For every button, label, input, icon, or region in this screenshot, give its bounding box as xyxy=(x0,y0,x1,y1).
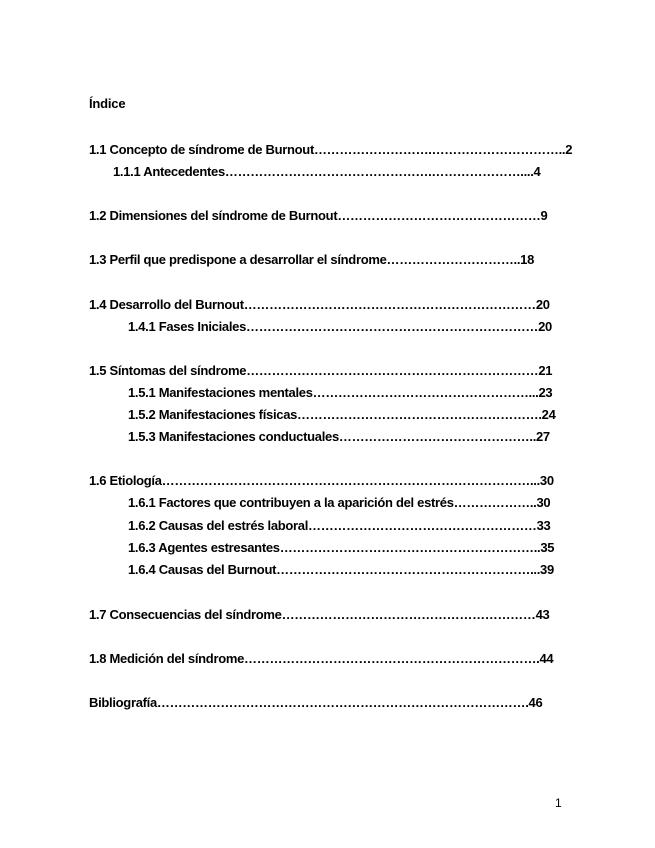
toc-entry-1-6: 1.6 Etiología……………………………………………………………………………...30 xyxy=(89,473,554,488)
toc-entry-1-1: 1.1 Concepto de síndrome de Burnout……………………….…………………………..2 xyxy=(89,142,573,157)
index-heading: Índice xyxy=(89,96,126,111)
toc-entry-1-4: 1.4 Desarrollo del Burnout……………………………………………………………20 xyxy=(89,297,550,312)
toc-entry-1-1-1: 1.1.1 Antecedentes………………………………………….…………………....4 xyxy=(113,164,541,179)
toc-entry-1-7: 1.7 Consecuencias del síndrome……………………………………………………43 xyxy=(89,607,550,622)
toc-entry-1-6-1: 1.6.1 Factores que contribuyen a la aparición del estrés………………..30 xyxy=(128,495,551,510)
toc-entry-1-5: 1.5 Síntomas del síndrome……………………………………………………………21 xyxy=(89,363,553,378)
toc-entry-1-4-1: 1.4.1 Fases Iniciales……………………………………………………………20 xyxy=(128,319,552,334)
toc-entry-1-5-2: 1.5.2 Manifestaciones físicas………………………………………………….24 xyxy=(128,407,556,422)
page-number: 1 xyxy=(555,796,562,810)
toc-entry-1-6-2: 1.6.2 Causas del estrés laboral………………………………………………33 xyxy=(128,518,551,533)
toc-entry-1-3: 1.3 Perfil que predispone a desarrollar el síndrome…………………………..18 xyxy=(89,252,535,267)
toc-entry-1-8: 1.8 Medición del síndrome…………………………………………………………….44 xyxy=(89,651,554,666)
toc-entry-1-5-1: 1.5.1 Manifestaciones mentales……………………………………………...23 xyxy=(128,385,553,400)
toc-entry-1-2: 1.2 Dimensiones del síndrome de Burnout…………………………………………9 xyxy=(89,208,548,223)
toc-entry-1-6-3: 1.6.3 Agentes estresantes……………………………………………………..35 xyxy=(128,540,555,555)
toc-entry-bibliografia: Bibliografía…………………………………………………………………………….46 xyxy=(89,695,543,710)
toc-entry-1-6-4: 1.6.4 Causas del Burnout……………………………………………………...39 xyxy=(128,562,554,577)
toc-entry-1-5-3: 1.5.3 Manifestaciones conductuales………………………………………..27 xyxy=(128,429,550,444)
